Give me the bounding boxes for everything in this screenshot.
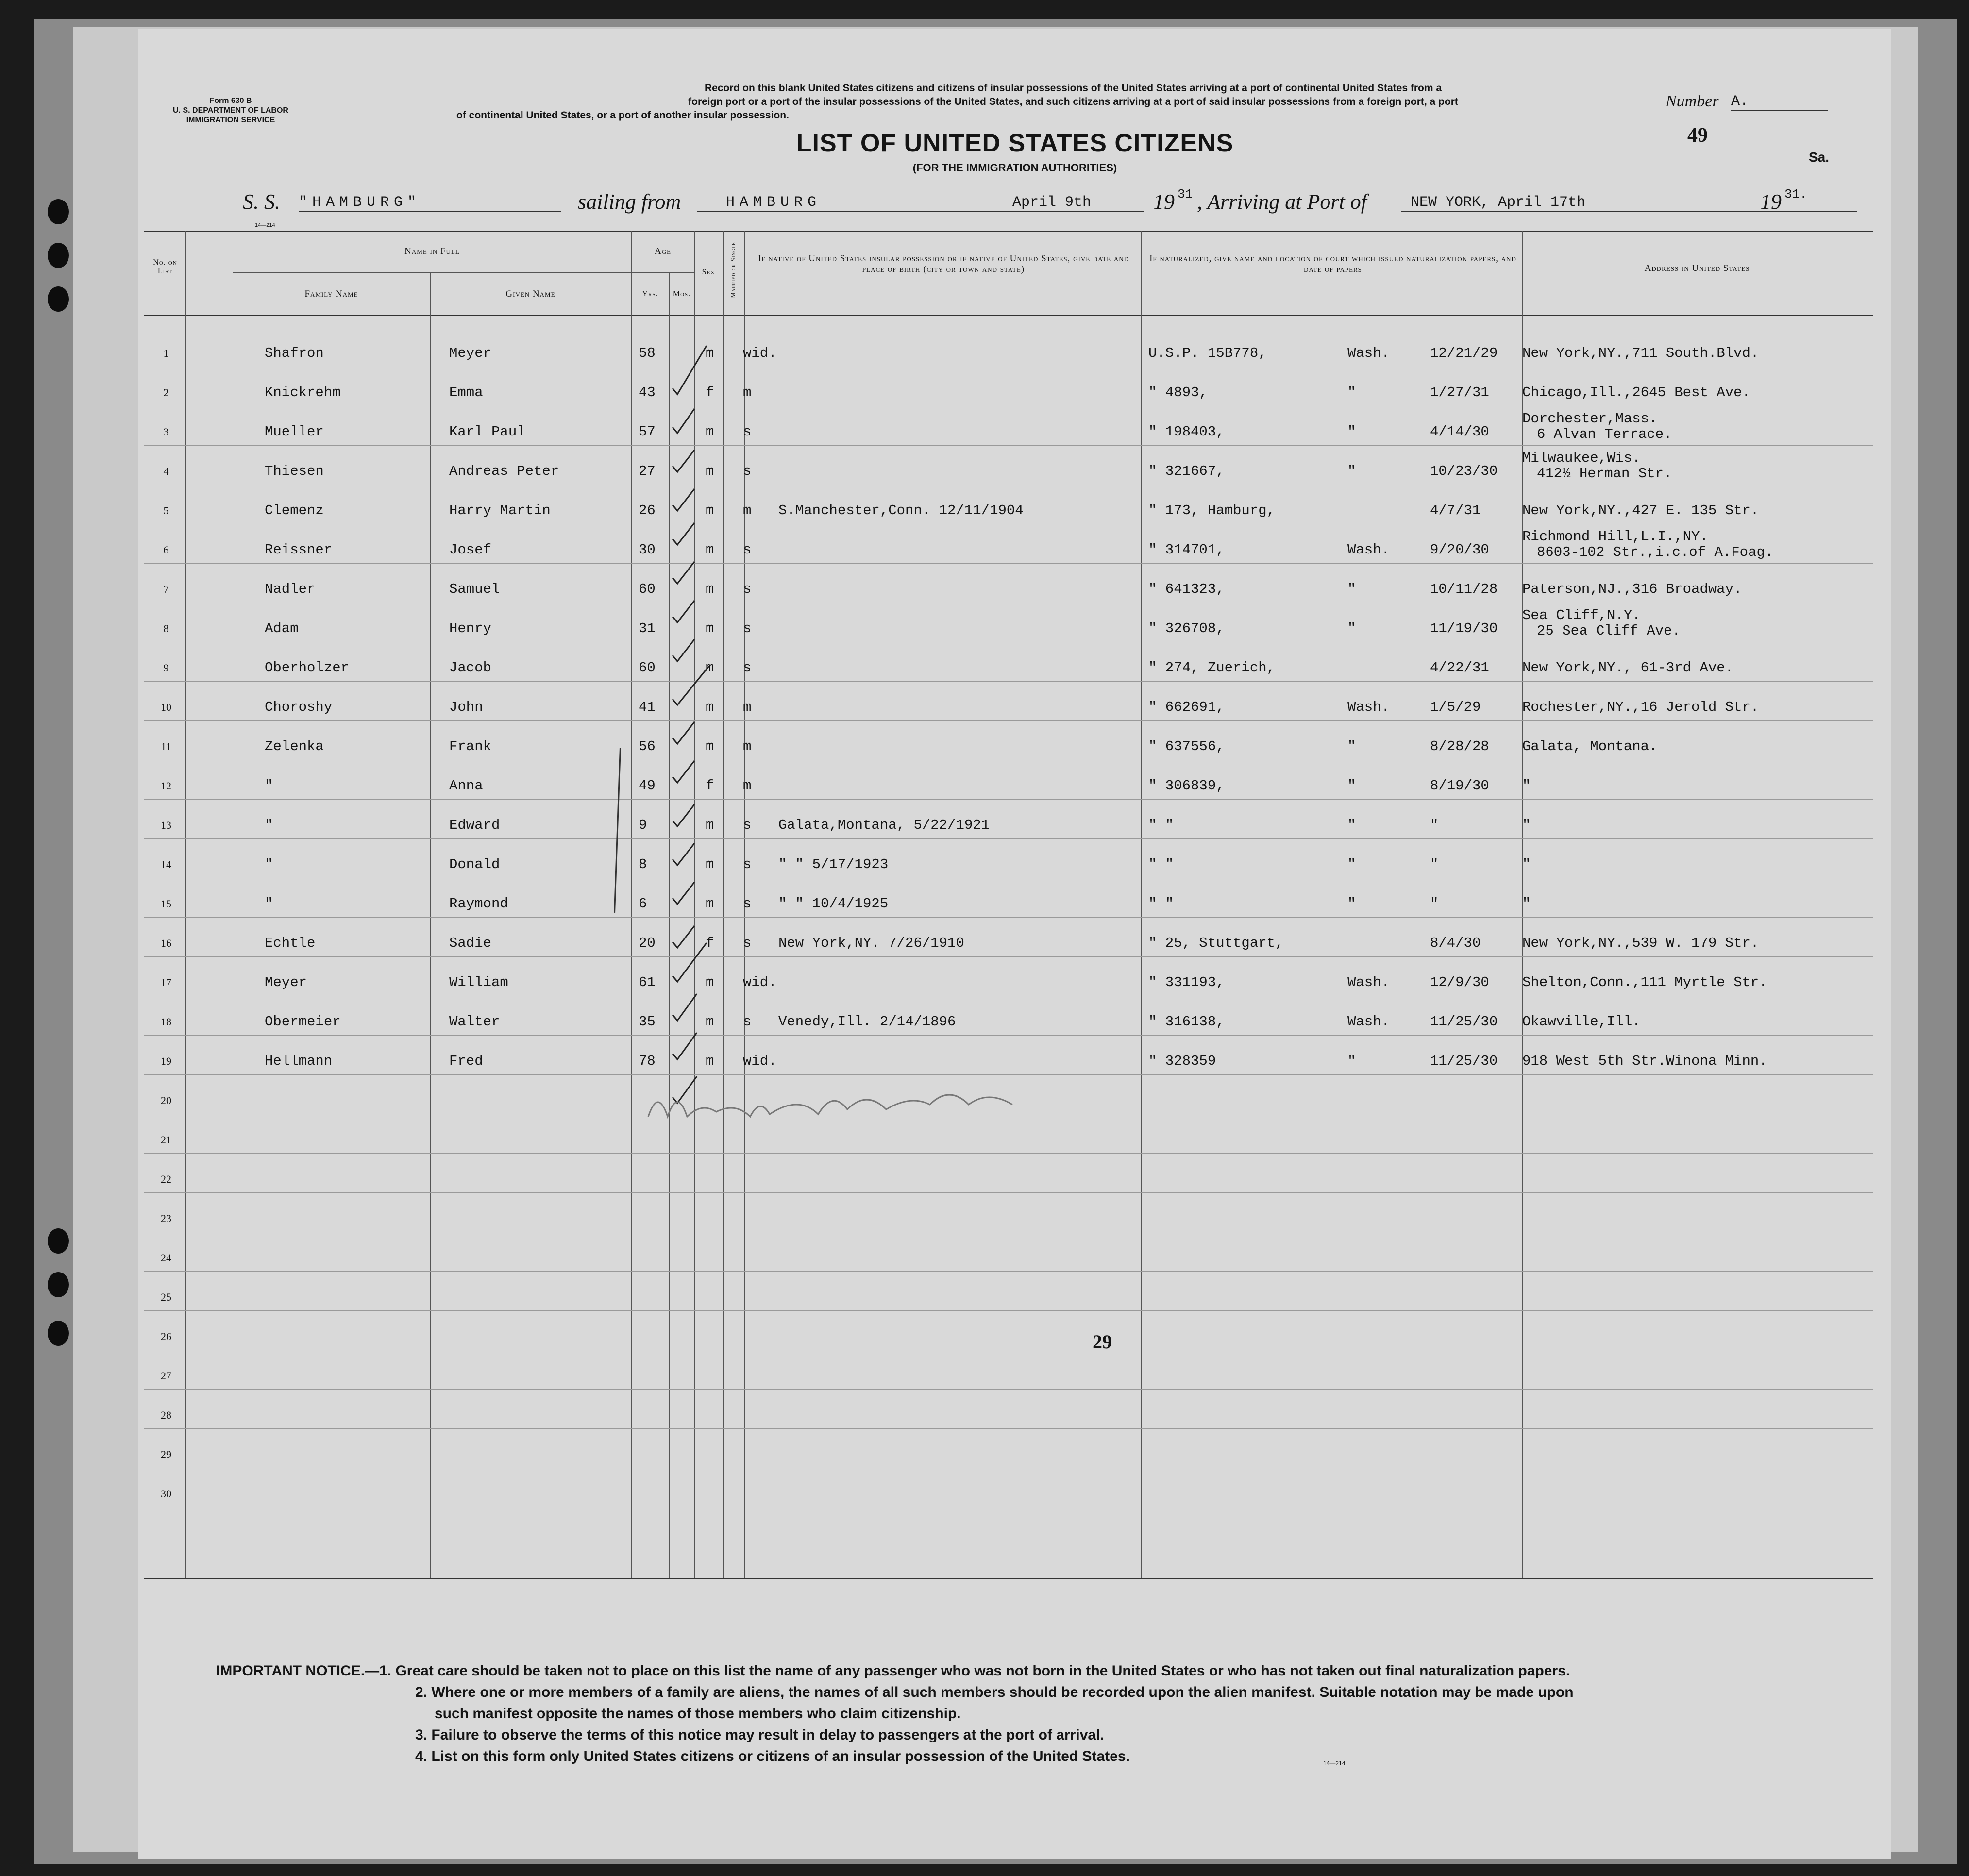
family-name: Reissner <box>265 542 333 558</box>
col-separator <box>1141 231 1142 1578</box>
col-separator <box>723 231 724 1578</box>
naturalization-date: " <box>1430 896 1439 912</box>
depart-date: April 9th <box>1012 194 1092 211</box>
row-number: 25 <box>161 1291 171 1303</box>
marital-status: s <box>743 620 752 636</box>
age-years: 31 <box>639 620 656 636</box>
row-number: 21 <box>161 1134 171 1146</box>
page-subtitle: (FOR THE IMMIGRATION AUTHORITIES) <box>912 162 1117 174</box>
row-number: 19 <box>161 1055 171 1067</box>
address: Okawville,Ill. <box>1522 1014 1641 1030</box>
number-label: Number <box>1666 92 1719 110</box>
page-title: LIST OF UNITED STATES CITIZENS <box>796 129 1234 157</box>
footer-code: 14—214 <box>1323 1760 1346 1767</box>
row-rule <box>144 838 1873 839</box>
naturalization-number: " 641323, <box>1148 581 1225 597</box>
naturalization-number: " 328359 <box>1148 1053 1216 1069</box>
age-years: 41 <box>639 699 656 715</box>
birth-place-date: New York,NY. 7/26/1910 <box>778 935 964 951</box>
marital-status: s <box>743 856 752 872</box>
naturalization-number: " 316138, <box>1148 1014 1225 1030</box>
form-id-block <box>168 96 294 125</box>
ss-label: S. S. <box>243 190 280 214</box>
naturalization-number: " 274, Zuerich, <box>1148 660 1276 676</box>
sex: m <box>706 856 714 872</box>
given-name: Meyer <box>449 345 492 361</box>
sex: m <box>706 581 714 597</box>
notice-item-3: 3. Failure to observe the terms of this notice may result in delay to passengers at the port of arrival. <box>415 1727 1104 1743</box>
naturalization-court: " <box>1347 856 1356 872</box>
naturalization-number: " 4893, <box>1148 385 1208 401</box>
row-rule <box>144 1035 1873 1036</box>
given-name: Frank <box>449 738 492 754</box>
binder-hole-icon <box>48 243 69 268</box>
naturalization-date: 4/14/30 <box>1430 424 1489 440</box>
col-separator <box>430 272 431 1578</box>
address: Shelton,Conn.,111 Myrtle Str. <box>1522 974 1767 990</box>
naturalization-court: " <box>1347 817 1356 833</box>
table-bottom-rule <box>144 1578 1873 1579</box>
header-age-mos: Mos. <box>673 290 691 298</box>
handwritten-signature-icon <box>639 1083 1124 1131</box>
address-line-1: Dorchester,Mass. <box>1522 411 1658 427</box>
marital-status: s <box>743 935 752 951</box>
row-number: 8 <box>163 622 169 635</box>
address: 918 West 5th Str.Winona Minn. <box>1522 1053 1767 1069</box>
header-bottom-rule <box>144 315 1873 316</box>
given-name: Sadie <box>449 935 492 951</box>
marital-status: s <box>743 424 752 440</box>
name-subheader-rule <box>233 272 631 273</box>
header-birth: If native of United States insular possession or if native of United States, give date and place of birth (city or town and state) <box>757 253 1129 274</box>
naturalization-court: " <box>1347 385 1356 401</box>
naturalization-date: 10/23/30 <box>1430 463 1498 479</box>
naturalization-number: " 637556, <box>1148 738 1225 754</box>
row-number: 5 <box>163 504 169 517</box>
address: New York,NY.,427 E. 135 Str. <box>1522 502 1759 519</box>
arrive-year-prefix: 19 <box>1760 190 1782 214</box>
arriving-label: , Arriving at Port of <box>1197 190 1367 214</box>
col-separator <box>185 231 186 1578</box>
given-name: Karl Paul <box>449 424 525 440</box>
marital-status: m <box>743 699 752 715</box>
given-name: Harry Martin <box>449 502 551 519</box>
row-number: 29 <box>161 1448 171 1460</box>
naturalization-number: " 198403, <box>1148 424 1225 440</box>
family-name: Meyer <box>265 974 307 990</box>
row-number: 10 <box>161 701 171 713</box>
row-number: 24 <box>161 1252 171 1264</box>
row-rule <box>144 1192 1873 1193</box>
marital-status: m <box>743 778 752 794</box>
age-years: 27 <box>639 463 656 479</box>
header-married-single: Married or Single <box>729 242 737 298</box>
age-years: 9 <box>639 817 647 833</box>
age-years: 60 <box>639 660 656 676</box>
naturalization-date: " <box>1430 856 1439 872</box>
sailing-from-label: sailing from <box>578 190 681 214</box>
binder-hole-icon <box>48 1321 69 1346</box>
sex: m <box>706 660 714 676</box>
marital-status: wid. <box>743 1053 777 1069</box>
address-line-2: 412½ Herman Str. <box>1537 466 1672 482</box>
naturalization-court: Wash. <box>1347 1014 1390 1030</box>
row-number: 12 <box>161 780 171 792</box>
naturalization-date: 12/21/29 <box>1430 345 1498 361</box>
age-years: 56 <box>639 738 656 754</box>
address: Paterson,NJ.,316 Broadway. <box>1522 581 1742 597</box>
naturalization-court: Wash. <box>1347 542 1390 558</box>
row-number: 18 <box>161 1016 171 1028</box>
header-age: Age <box>654 246 672 256</box>
age-years: 57 <box>639 424 656 440</box>
row-rule <box>144 1507 1873 1508</box>
given-name: Fred <box>449 1053 483 1069</box>
col-separator <box>631 231 632 1578</box>
row-number: 16 <box>161 937 171 949</box>
row-number: 15 <box>161 898 171 910</box>
naturalization-court: " <box>1347 424 1356 440</box>
row-rule <box>144 956 1873 957</box>
family-name: Knickrehm <box>265 385 341 401</box>
naturalization-court: " <box>1347 581 1356 597</box>
naturalization-court: " <box>1347 1053 1356 1069</box>
marital-status: s <box>743 896 752 912</box>
family-name: Adam <box>265 620 299 636</box>
age-years: 49 <box>639 778 656 794</box>
naturalization-number: " 306839, <box>1148 778 1225 794</box>
naturalization-date: 1/27/31 <box>1430 385 1489 401</box>
naturalization-court: Wash. <box>1347 974 1390 990</box>
naturalization-number: " 662691, <box>1148 699 1225 715</box>
page-number: 49 <box>1687 124 1708 147</box>
port-from: HAMBURG <box>697 194 1144 212</box>
given-name: Henry <box>449 620 492 636</box>
family-name: Oberholzer <box>265 660 350 676</box>
age-years: 78 <box>639 1053 656 1069</box>
marital-status: s <box>743 660 752 676</box>
given-name: Walter <box>449 1014 500 1030</box>
row-number: 4 <box>163 465 169 477</box>
naturalization-date: 12/9/30 <box>1430 974 1489 990</box>
address-line-1: Sea Cliff,N.Y. <box>1522 607 1641 623</box>
important-notice <box>216 1660 1867 1767</box>
row-rule <box>144 563 1873 564</box>
marital-status: m <box>743 385 752 401</box>
naturalization-number: " 326708, <box>1148 620 1225 636</box>
sex: m <box>706 424 714 440</box>
birth-place-date: " " 5/17/1923 <box>778 856 889 872</box>
marital-status: m <box>743 502 752 519</box>
address: Rochester,NY.,16 Jerold Str. <box>1522 699 1759 715</box>
age-years: 20 <box>639 935 656 951</box>
address-line-1: Richmond Hill,L.I.,NY. <box>1522 529 1708 545</box>
header-naturalized: If naturalized, give name and location of court which issued naturalization papers, and date of papers <box>1149 253 1516 274</box>
row-number: 9 <box>163 662 169 674</box>
marital-status: wid. <box>743 345 777 361</box>
printer-line: 14—214 <box>255 222 275 228</box>
notice-heading: IMPORTANT NOTICE.— <box>216 1663 380 1679</box>
naturalization-date: 4/22/31 <box>1430 660 1489 676</box>
age-years: 61 <box>639 974 656 990</box>
sex: f <box>706 935 714 951</box>
header-age-yrs: Yrs. <box>642 290 658 298</box>
naturalization-date: 11/19/30 <box>1430 620 1498 636</box>
row-rule <box>144 1074 1873 1075</box>
row-number: 26 <box>161 1330 171 1342</box>
row-rule <box>144 1271 1873 1272</box>
family-name: Echtle <box>265 935 316 951</box>
address: Chicago,Ill.,2645 Best Ave. <box>1522 385 1750 401</box>
naturalization-court: Wash. <box>1347 699 1390 715</box>
naturalization-date: 1/5/29 <box>1430 699 1481 715</box>
row-number: 1 <box>163 347 169 359</box>
naturalization-court: " <box>1347 896 1356 912</box>
sex: f <box>706 385 714 401</box>
birth-place-date: S.Manchester,Conn. 12/11/1904 <box>778 502 1024 519</box>
row-rule <box>144 1389 1873 1390</box>
age-years: 26 <box>639 502 656 519</box>
form-number: Form 630 B <box>209 97 252 105</box>
row-rule <box>144 720 1873 721</box>
header-given-name: Given Name <box>505 289 555 299</box>
naturalization-date: 8/4/30 <box>1430 935 1481 951</box>
sex: m <box>706 896 714 912</box>
age-years: 60 <box>639 581 656 597</box>
check-mark-icon <box>673 346 709 1103</box>
header-name-in-full: Name in Full <box>404 246 460 256</box>
marital-status: m <box>743 738 752 754</box>
address: " <box>1522 778 1531 794</box>
row-number: 23 <box>161 1212 171 1224</box>
naturalization-date: 10/11/28 <box>1430 581 1498 597</box>
given-name: William <box>449 974 508 990</box>
sex: m <box>706 699 714 715</box>
notice-item-2: 2. Where one or more members of a family are aliens, the names of all such members should be recorded upon the alien manifest. Suitable notation may be made upon <box>415 1684 1574 1700</box>
row-number: 20 <box>161 1094 171 1106</box>
table-top-rule <box>144 231 1873 232</box>
given-name: Jacob <box>449 660 492 676</box>
header-no-on-list: No. on List <box>153 258 177 275</box>
binder-hole-icon <box>48 1228 69 1254</box>
family-name: Shafron <box>265 345 324 361</box>
age-years: 58 <box>639 345 656 361</box>
age-years: 35 <box>639 1014 656 1030</box>
family-name: Obermeier <box>265 1014 341 1030</box>
family-name: Thiesen <box>265 463 324 479</box>
manifest-page <box>138 29 1891 1859</box>
sex: m <box>706 463 714 479</box>
family-name: " <box>265 856 273 872</box>
record-line-2: foreign port or a port of the insular possessions of the United States, and such citizens arriving at a port of said insular possessions from a foreign port, a port <box>688 96 1458 107</box>
address-line-2: 8603-102 Str.,i.c.of A.Foag. <box>1537 544 1774 560</box>
arrive-year: 31. <box>1784 187 1807 201</box>
row-number: 13 <box>161 819 171 831</box>
age-subheader-rule <box>631 272 694 273</box>
birth-place-date: Galata,Montana, 5/22/1921 <box>778 817 990 833</box>
sex: f <box>706 778 714 794</box>
notice-item-4: 4. List on this form only United States citizens or citizens of an insular possession of the United States. <box>415 1748 1130 1764</box>
naturalization-court: Wash. <box>1347 345 1390 361</box>
sex: m <box>706 1053 714 1069</box>
age-years: 8 <box>639 856 647 872</box>
header-sex: Sex <box>702 268 715 276</box>
naturalization-date: 8/28/28 <box>1430 738 1489 754</box>
row-number: 27 <box>161 1370 171 1382</box>
binder-hole-icon <box>48 286 69 312</box>
naturalization-number: " " <box>1148 856 1174 872</box>
naturalization-date: 11/25/30 <box>1430 1053 1498 1069</box>
row-number: 28 <box>161 1409 171 1421</box>
address-line-1: Milwaukee,Wis. <box>1522 450 1641 466</box>
sex: m <box>706 502 714 519</box>
family-name: Zelenka <box>265 738 324 754</box>
family-name: " <box>265 817 273 833</box>
family-name: Clemenz <box>265 502 324 519</box>
given-name: Donald <box>449 856 500 872</box>
naturalization-court: " <box>1347 778 1356 794</box>
naturalization-number: U.S.P. 15B778, <box>1148 345 1267 361</box>
given-name: John <box>449 699 483 715</box>
record-instructions <box>447 82 1700 122</box>
naturalization-court: " <box>1347 738 1356 754</box>
binder-hole-icon <box>48 199 69 224</box>
pen-stroke-line <box>614 748 621 913</box>
row-number: 14 <box>161 858 171 871</box>
notice-item-1: 1. Great care should be taken not to place on this list the name of any passenger who was not born in the United States or who has not taken out final naturalization papers. <box>379 1663 1570 1679</box>
marital-status: s <box>743 542 752 558</box>
sex: m <box>706 974 714 990</box>
naturalization-date: 4/7/31 <box>1430 502 1481 519</box>
department-name: U. S. DEPARTMENT OF LABOR <box>173 106 288 115</box>
depart-year: 31 <box>1178 187 1193 201</box>
marital-status: s <box>743 581 752 597</box>
port-to: NEW YORK, April 17th <box>1401 194 1857 212</box>
header-family-name: Family Name <box>304 289 358 299</box>
address-line-2: 25 Sea Cliff Ave. <box>1537 623 1681 639</box>
sex: m <box>706 1014 714 1030</box>
family-name: Choroshy <box>265 699 333 715</box>
address: New York,NY.,711 South.Blvd. <box>1522 345 1759 361</box>
naturalization-date: 11/25/30 <box>1430 1014 1498 1030</box>
row-rule <box>144 1153 1873 1154</box>
address: " <box>1522 856 1531 872</box>
row-number: 11 <box>161 740 171 753</box>
given-name: Samuel <box>449 581 500 597</box>
marital-status: s <box>743 463 752 479</box>
row-rule <box>144 445 1873 446</box>
stamp-number: 29 <box>1093 1331 1112 1353</box>
row-rule <box>144 1310 1873 1311</box>
naturalization-date: 9/20/30 <box>1430 542 1489 558</box>
ship-name: "HAMBURG" <box>299 194 561 212</box>
address: " <box>1522 817 1531 833</box>
age-years: 30 <box>639 542 656 558</box>
naturalization-number: " " <box>1148 817 1174 833</box>
marital-status: wid. <box>743 974 777 990</box>
row-number: 6 <box>163 544 169 556</box>
record-line-3: of continental United States, or a port of another insular possession. <box>456 110 789 121</box>
naturalization-number: " 321667, <box>1148 463 1225 479</box>
row-number: 17 <box>161 976 171 988</box>
row-rule <box>144 681 1873 682</box>
age-years: 43 <box>639 385 656 401</box>
row-number: 22 <box>161 1173 171 1185</box>
address: Galata, Montana. <box>1522 738 1658 754</box>
address-line-2: 6 Alvan Terrace. <box>1537 426 1672 442</box>
naturalization-date: 8/19/30 <box>1430 778 1489 794</box>
given-name: Anna <box>449 778 483 794</box>
naturalization-court: " <box>1347 620 1356 636</box>
row-number: 7 <box>163 583 169 595</box>
given-name: Emma <box>449 385 483 401</box>
sex: m <box>706 542 714 558</box>
address: New York,NY.,539 W. 179 Str. <box>1522 935 1759 951</box>
given-name: Josef <box>449 542 492 558</box>
address: " <box>1522 896 1531 912</box>
birth-place-date: " " 10/4/1925 <box>778 896 889 912</box>
service-name: IMMIGRATION SERVICE <box>186 116 275 124</box>
given-name: Edward <box>449 817 500 833</box>
sex: m <box>706 817 714 833</box>
family-name: Mueller <box>265 424 324 440</box>
naturalization-number: " 314701, <box>1148 542 1225 558</box>
notice-item-2-cont: such manifest opposite the names of those members who claim citizenship. <box>435 1706 961 1722</box>
row-rule <box>144 799 1873 800</box>
family-name: Nadler <box>265 581 316 597</box>
record-line-1: Record on this blank United States citizens and citizens of insular possessions of the United States arriving at a port of continental United States from a <box>704 83 1442 94</box>
row-number: 30 <box>161 1488 171 1500</box>
naturalization-number: " 331193, <box>1148 974 1225 990</box>
given-name: Andreas Peter <box>449 463 559 479</box>
family-name: " <box>265 778 273 794</box>
binder-hole-icon <box>48 1272 69 1297</box>
marital-status: s <box>743 1014 752 1030</box>
naturalization-date: " <box>1430 817 1439 833</box>
marital-status: s <box>743 817 752 833</box>
naturalization-number: " " <box>1148 896 1174 912</box>
age-years: 6 <box>639 896 647 912</box>
naturalization-court: " <box>1347 463 1356 479</box>
birth-place-date: Venedy,Ill. 2/14/1896 <box>778 1014 956 1030</box>
depart-year-prefix: 19 <box>1153 190 1175 214</box>
family-name: " <box>265 896 273 912</box>
sex: m <box>706 620 714 636</box>
number-value: A. <box>1731 93 1828 111</box>
address: New York,NY., 61-3rd Ave. <box>1522 660 1734 676</box>
naturalization-number: " 173, Hamburg, <box>1148 502 1276 519</box>
row-rule <box>144 1428 1873 1429</box>
sa-label: Sa. <box>1809 150 1830 165</box>
header-address: Address in United States <box>1644 263 1750 273</box>
row-number: 2 <box>163 386 169 399</box>
row-rule <box>144 917 1873 918</box>
row-number: 3 <box>163 426 169 438</box>
given-name: Raymond <box>449 896 508 912</box>
family-name: Hellmann <box>265 1053 333 1069</box>
naturalization-number: " 25, Stuttgart, <box>1148 935 1284 951</box>
sex: m <box>706 345 714 361</box>
sex: m <box>706 738 714 754</box>
